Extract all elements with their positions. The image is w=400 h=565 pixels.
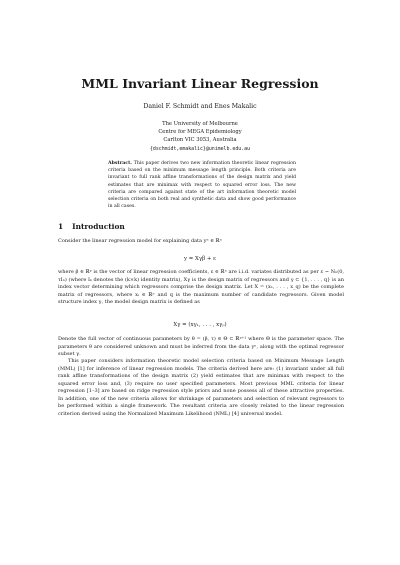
paper-title: MML Invariant Linear Regression [81,76,319,91]
affiliation-line: Carlton VIC 3053, Australia [163,137,237,144]
body-paragraph: This paper considers information theoretic model selection criteria based on Minimum Message Length (MML) [1] for inference of linear regression models. The criteria derived here are: (1) invariant under all full rank affine transformations of the design matrix (2) yield estimates that are minimax with respect to the squared error loss and, (3) require no user specified parameters. Most previous MML criteria for linear regression [1–3] are based on ridge regression style priors and none possess all of these attractive properties. In addition, one of the new criteria allows for shrinkage of parameters and selection of relevant regressors to be performed within a single framework. The resultant criteria are closely related to the linear regression criterion derived using the Normalized Maximum Likelihood (NML) [4] universal model. [58,358,344,417]
body-paragraph: Consider the linear regression model for explaining data yⁿ ∈ ℝⁿ [58,238,222,244]
affiliation-block [0,120,400,153]
body-paragraph: where β ∈ ℝᵖ is the vector of linear regression coefficients, ε ∈ ℝⁿ are i.i.d. variates distributed as per ε ~ Nₙ(0, τIₙ) (where Iₖ denotes the (k×k) identity matrix), Xγ is the design matrix of regressors and γ ⊂ {1, . . . , q} is an index vector determining which regressors comprise the design matrix. Let X = (x₁, . . . , x_q) be the complete matrix of regressors, where xᵢ ∈ ℝⁿ and q is the maximum number of candidate regressors. Given model structure index γ, the model design matrix is defined as [58,269,344,306]
abstract-text: This paper derives two new information theoretic linear regression criteria based on the minimum message length principle. Both criteria are invariant to full rank affine transformations of the design matrix and yield estimates that are minimax with respect to squared error loss. The new criteria are compared against state of the art information theoretic model selection criteria on both real and synthetic data and show good performance in all cases. [108,161,296,210]
section-heading [58,222,125,231]
affiliation-line: Centre for MEGA Epidemiology [158,129,242,136]
equation: Xγ = (xγ₁, . . . , xγₚ) [173,322,227,328]
affiliation-line: The University of Melbourne [162,121,238,127]
abstract-label: Abstract. [108,161,132,166]
author-emails: {dschmidt,emakalic}@unimelb.edu.au [149,145,251,152]
body-paragraph: Denote the full vector of continuous parameters by θ = (β, τ) ∈ Θ ⊂ ℝᵖ⁺¹ where Θ is the parameter space. The parameters θ are considered unknown and must be inferred from the data yⁿ, along with the optimal regressor subset γ. [58,336,344,358]
abstract [108,160,296,210]
section-number: 1 [58,222,64,231]
section-title: Introduction [72,222,125,231]
equation: y = Xγβ + ε [184,256,216,262]
paper-authors: Daniel F. Schmidt and Enes Makalic [143,103,257,110]
